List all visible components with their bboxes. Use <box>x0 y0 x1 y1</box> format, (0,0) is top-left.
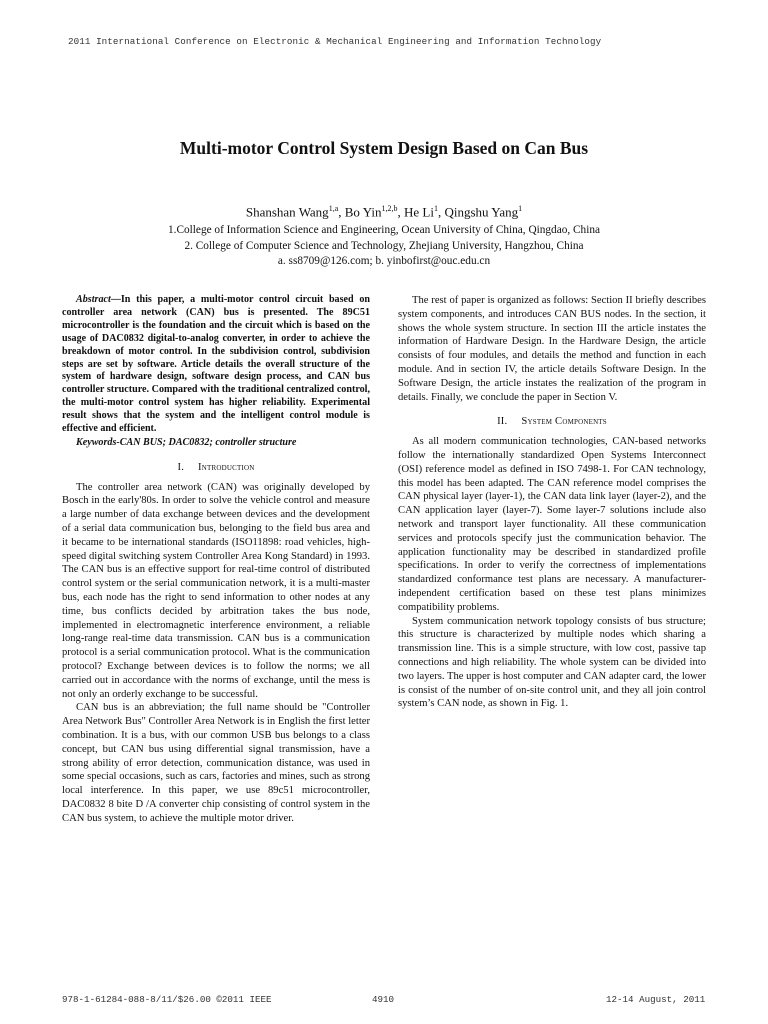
keywords: Keywords-CAN BUS; DAC0832; controller structure <box>76 436 297 448</box>
abstract-text: —In this paper, a multi-motor control circuit based on controller area network (CAN) bus is presented. The 89C51 microcontroller is the foundation and the circuit which is based on the usage of DAC0832 digital-to-analog converter, in order to achieve the breakdown of motor control. In the subdivision control, subdivision steps are set by software. Article details the overall structure of the system of hardware design, software design process, and CAN bus controller structure. Compared with the traditional centralized control, the multi-motor control system has higher reliability. Experimental result shows that the system and the intelligent control module is effective and efficient. <box>62 294 370 435</box>
paper-title: Multi-motor Control System Design Based on Can Bus <box>179 138 589 158</box>
contact-emails: a. ss8709@126.com; b. yinbofirst@ouc.edu.cn <box>277 255 491 267</box>
author-affiliation-marker: 1,a <box>328 204 339 213</box>
section-title: Introduction <box>198 461 255 473</box>
author-affiliation-marker: 1 <box>433 204 438 213</box>
abstract-lead: Abstract <box>76 294 111 305</box>
affiliations <box>0 223 768 270</box>
author-affiliation-marker: 1 <box>518 204 523 213</box>
author-affiliation-marker: 1,2,b <box>381 204 398 213</box>
paragraph: System communication network topology consists of bus structure; this structure is characterized by multiple nodes which sharing a transmission line. This is a simple structure, with low cost, passive tap connections and high reliability. The whole system can be divided into two layers. The upper is host computer and CAN adapter card, the lower is consist of the number of on-site control unit, and they all join control system’s CAN node, as shown in Fig. 1. <box>398 615 706 710</box>
left-column <box>62 294 370 825</box>
author-separator: , <box>397 204 404 220</box>
footer-copyright: 978-1-61284-088-8/11/$26.00 ©2011 IEEE <box>62 994 272 1005</box>
running-head: 2011 International Conference on Electronic & Mechanical Engineering and Information Technology <box>68 36 602 47</box>
paragraph: As all modern communication technologies, CAN-based networks follow the internationally standardized Open Systems Interconnect (OSI) reference model as defined in ISO 7498-1. For CAN technology, this model has been adapted. The CAN reference model comprises the CAN physical layer (layer-1), the CAN data link layer (layer-2), and the CAN application layer (layer-7). Some layer-7 solutions include also network and transport layer functionality. All these communication services and protocols specify just the communication behavior. The application functionality may be described in standardized profile specifications. In order to verify the correctness of implementations standardized conformance test plans are necessary. A manufacturer-independent certification based on these test plans minimizes compatibility problems. <box>398 436 706 613</box>
abstract <box>62 294 370 436</box>
section-number: I. <box>177 461 185 473</box>
section-heading <box>62 461 370 475</box>
footer-page-number: 4910 <box>372 994 395 1005</box>
author-separator: , <box>437 204 445 220</box>
author-name: Qingshu Yang <box>444 204 519 220</box>
footer-date: 12-14 August, 2011 <box>606 994 706 1005</box>
section-number: II. <box>497 416 508 428</box>
right-column <box>398 294 706 711</box>
section-heading <box>398 415 706 429</box>
author-separator: , <box>338 204 345 220</box>
affiliation-line: 2. College of Computer Science and Technology, Zhejiang University, Hangzhou, China <box>184 239 584 252</box>
author-name: Shanshan Wang <box>245 204 329 220</box>
section-title: System Components <box>521 416 607 428</box>
author-name: Bo Yin <box>344 204 382 220</box>
affiliation-line: 1.College of Information Science and Engineering, Ocean University of China, Qingdao, China <box>168 224 600 236</box>
author-list <box>0 204 768 220</box>
paragraph: The controller area network (CAN) was originally developed by Bosch in the early'80s. In order to solve the vehicle control and measure a large number of data exchange between devices and the development of a serial data communication bus, belonging to the field bus area and it became to be international standards (ISO11898: road vehicles, high-speed digital switching system Controller Area Kong Standard) in 1993. The CAN bus is an effective support for real-time control of distributed control system or the serial communication network, it is a multi-master bus, each node has the right to send information to other nodes at any time, bus conflicts decided by arbitration takes the bus node, implemented in electromagnetic interference environment, a reliable long-range real-time data transmission. CAN bus is a communication protocol is a serial communication protocol. What is the communication protocol? Exchange between devices is to follow the norms; we all carried out in accordance with the norms of exchange, until the mess is not only an orderly exchange to be successful. <box>62 481 370 700</box>
paragraph: The rest of paper is organized as follows: Section II briefly describes system components, and introduces CAN BUS nodes. In the section, it shows the whole system structure. In section III the article instates the information of Hardware Design. In the Hardware Design, the article consists of four modules, and details the method and function in each module. And in section IV, the article details Software Design. In the Software Design, the article instates the realization of the program in details. Finally, we conclude the paper in Section V. <box>398 295 706 403</box>
paragraph: CAN bus is an abbreviation; the full name should be "Controller Area Network Bus" Controller Area Network is in English the first letter combination. It is a bus, with our common USB bus belongs to a class concept, but CAN bus using differential signal transmission, have a strong ability of error detection, communication distance, was used in some special occasions, such as cars, factories and mines, such as strong local interference. In this paper, we use 89c51 microcontroller, DAC0832 8 bite D /A converter chip consisting of control system in the CAN bus system, to achieve the multiple motor driver. <box>62 702 370 824</box>
author-name: He Li <box>403 204 434 220</box>
